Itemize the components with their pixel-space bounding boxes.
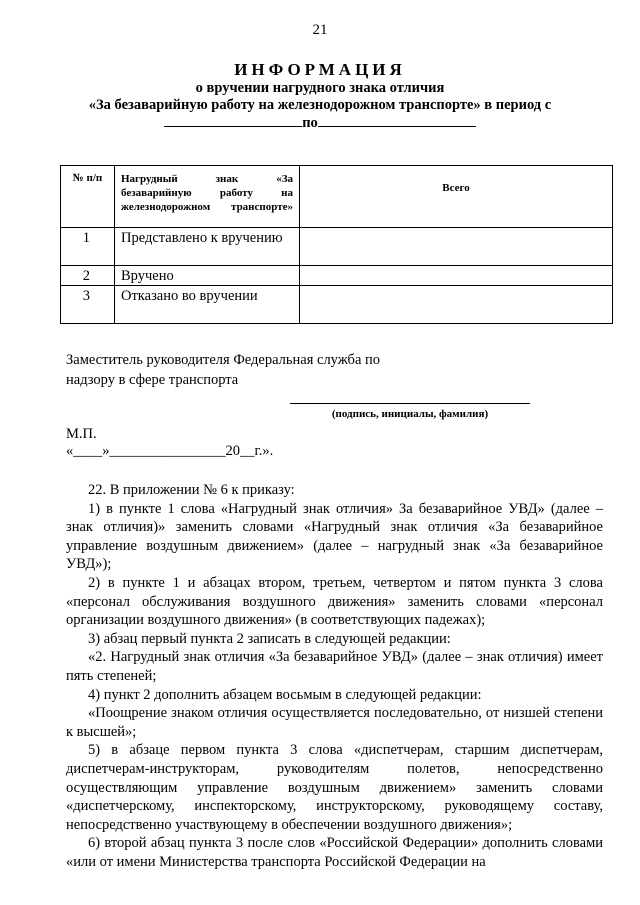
page-number: 21 — [312, 22, 328, 38]
table-header-row — [61, 166, 613, 228]
paragraph: 5) в абзаце первом пункта 3 слова «диспетчерам, старшим диспетчерам, диспетчерам-инструкторам, руководителям полетов, непосредственно осуществляющим управление воздушным движением» заменить словами «диспетчерскому, инспекторскому, инструкторскому, руководящему составу, непосредственно участвующему в обеспечении воздушного движения»; — [66, 742, 603, 833]
paragraph: 6) второй абзац пункта 3 после слов «Российской Федерации» дополнить словами «или от имени Министерства транспорта Российской Федерации на — [66, 835, 603, 870]
signature-caption: (подпись, инициалы, фамилия) — [331, 408, 489, 420]
deputy-title-line-2: надзору в сфере транспорта — [66, 372, 239, 388]
signature-line — [290, 403, 530, 404]
table-row — [61, 228, 613, 266]
paragraph: 22. В приложении № 6 к приказу: — [88, 482, 295, 498]
row-number: 2 — [61, 266, 115, 286]
paragraph: «Поощрение знаком отличия осуществляется последовательно, от низшей степени к высшей»; — [66, 705, 603, 740]
row-number: 1 — [61, 228, 115, 266]
table-row — [61, 266, 613, 286]
date-line: «____»________________20__г.». — [66, 443, 274, 459]
row-label: Отказано во вручении — [115, 286, 300, 324]
title-line-1: о вручении нагрудного знака отличия — [195, 80, 445, 96]
period-from-blank — [164, 112, 302, 127]
paragraph: 3) абзац первый пункта 2 записать в следующей редакции: — [88, 630, 451, 647]
row-total — [300, 286, 613, 324]
document-title: ИНФОРМАЦИЯ — [234, 60, 406, 79]
period-line — [0, 112, 640, 132]
header-number: № п/п — [61, 166, 115, 228]
period-to-label: по — [302, 115, 318, 131]
row-number: 3 — [61, 286, 115, 324]
seal-label: М.П. — [66, 426, 97, 442]
row-label: Вручено — [115, 266, 300, 286]
row-label: Представлено к вручению — [115, 228, 300, 266]
paragraph: 2) в пункте 1 и абзацах втором, третьем, четвертом и пятом пункта 3 слова «персонал обслуживания воздушного движения» заменить словами «персонал организации воздушного движения» (в соответствующих падежах); — [66, 574, 603, 629]
period-to-blank — [318, 112, 476, 127]
paragraph: 4) пункт 2 дополнить абзацем восьмым в следующей редакции: — [88, 686, 482, 703]
award-table — [60, 165, 613, 324]
table-row — [61, 286, 613, 324]
paragraph: 1) в пункте 1 слова «Нагрудный знак отличия» За безаварийное УВД» (далее – знак отличия)» заменить словами «Нагрудный знак отличия «За безаварийное управление воздушным движением» (далее – нагрудный знак «За безаварийное УВД»); — [66, 500, 603, 573]
deputy-title-line-1: Заместитель руководителя Федеральная служба по — [66, 352, 381, 368]
row-total — [300, 228, 613, 266]
amendments-text — [66, 481, 603, 871]
paragraph: «2. Нагрудный знак отличия «За безаварийное УВД» (далее – знак отличия) имеет пять степеней; — [66, 649, 603, 684]
header-total: Всего — [300, 166, 613, 228]
title-line-2: «За безаварийную работу на железнодорожном транспорте» в период с — [88, 97, 552, 113]
header-award-name: Нагрудный знак «За безаварийную работу на железнодорожном транспорте» — [115, 166, 300, 228]
row-total — [300, 266, 613, 286]
